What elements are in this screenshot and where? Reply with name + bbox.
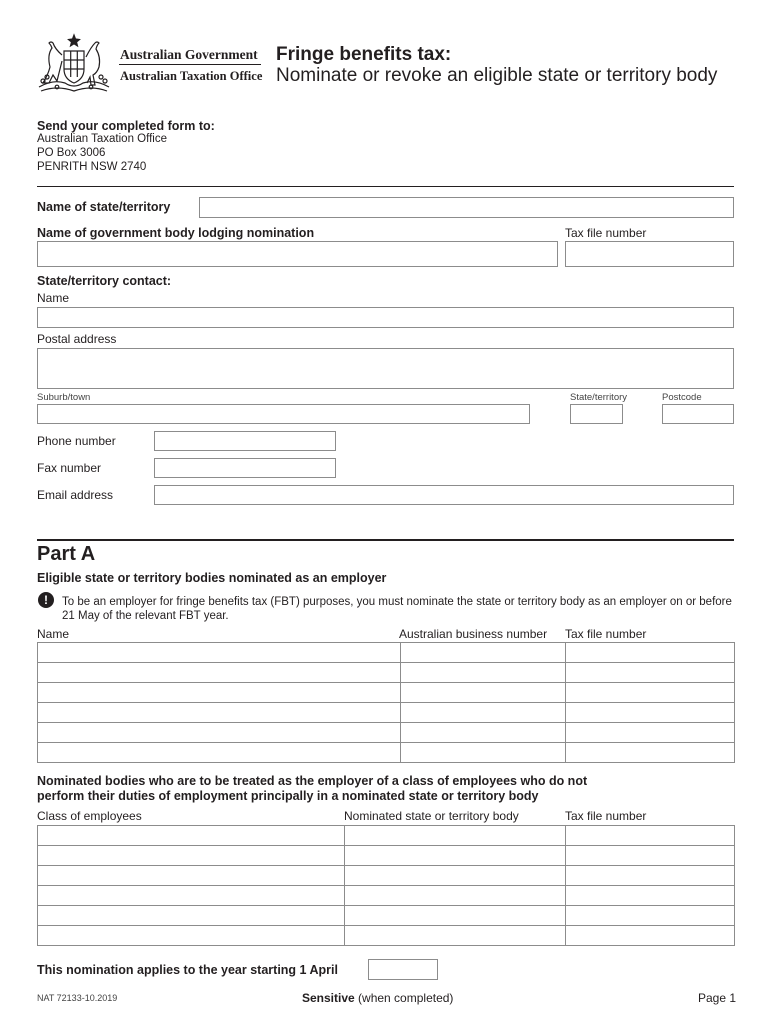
table-row: [38, 683, 735, 703]
postcode-input[interactable]: [662, 404, 734, 424]
col-nominated-header: Nominated state or territory body: [344, 809, 519, 823]
sensitive-notice: [302, 991, 453, 1005]
nominated-cell[interactable]: [345, 886, 566, 906]
contact-heading: State/territory contact:: [37, 274, 172, 288]
class-cell[interactable]: [38, 906, 345, 926]
abn-cell[interactable]: [401, 683, 566, 703]
table-row: [38, 703, 735, 723]
part-a-divider: [37, 539, 734, 541]
tfn-cell[interactable]: [566, 866, 735, 886]
table-row: [38, 886, 735, 906]
class-cell[interactable]: [38, 826, 345, 846]
phone-input[interactable]: [154, 431, 336, 451]
tfn-cell[interactable]: [566, 643, 735, 663]
class-cell[interactable]: [38, 846, 345, 866]
class-cell[interactable]: [38, 866, 345, 886]
warning-icon: !: [38, 592, 54, 608]
abn-cell[interactable]: [401, 723, 566, 743]
email-label: Email address: [37, 488, 114, 502]
state-label: State/territory: [570, 392, 628, 403]
agency-name: Australian Government: [120, 47, 258, 62]
abn-cell[interactable]: [401, 663, 566, 683]
part-a-heading: Part A: [37, 543, 96, 565]
tfn-cell[interactable]: [566, 846, 735, 866]
email-input[interactable]: [154, 485, 734, 505]
table-row: [38, 743, 735, 763]
tfn-cell[interactable]: [566, 703, 735, 723]
fax-input[interactable]: [154, 458, 336, 478]
table-row: [38, 723, 735, 743]
tfn-cell[interactable]: [566, 886, 735, 906]
table-row: [38, 826, 735, 846]
table-row: [38, 643, 735, 663]
tfn-cell[interactable]: [566, 683, 735, 703]
form-code: NAT 72133-10.2019: [37, 993, 118, 1003]
send-to-line1: Australian Taxation Office: [37, 133, 167, 145]
suburb-input[interactable]: [37, 404, 530, 424]
form-subtitle: Nominate or revoke an eligible state or territory body: [276, 65, 718, 86]
header-divider: [119, 64, 261, 65]
name-cell[interactable]: [38, 643, 401, 663]
table-row: [38, 906, 735, 926]
col-tfn2-header: Tax file number: [565, 809, 647, 823]
part-a-subheading: Eligible state or territory bodies nominated as an employer: [37, 571, 387, 585]
table-row: [38, 663, 735, 683]
gov-body-tfn-input[interactable]: [565, 241, 734, 267]
class-employees-table: [37, 825, 735, 946]
tfn-label: Tax file number: [565, 226, 647, 240]
employer-table: [37, 642, 735, 763]
year-input[interactable]: [368, 959, 438, 980]
send-to-line2: PO Box 3006: [37, 147, 106, 159]
section2-heading-line1: Nominated bodies who are to be treated as the employer of a class of employees who do not: [37, 774, 588, 788]
nominated-cell[interactable]: [345, 906, 566, 926]
tfn-cell[interactable]: [566, 663, 735, 683]
gov-body-label: Name of government body lodging nomination: [37, 226, 315, 240]
col-class-header: Class of employees: [37, 809, 142, 823]
postcode-label: Postcode: [662, 392, 702, 403]
name-cell[interactable]: [38, 683, 401, 703]
nominated-cell[interactable]: [345, 926, 566, 946]
contact-name-input[interactable]: [37, 307, 734, 328]
page-number: Page 1: [698, 991, 737, 1005]
tfn-cell[interactable]: [566, 723, 735, 743]
abn-cell[interactable]: [401, 703, 566, 723]
tfn-cell[interactable]: [566, 926, 735, 946]
table-row: [38, 866, 735, 886]
class-cell[interactable]: [38, 926, 345, 946]
postal-address-input[interactable]: [37, 348, 734, 389]
name-cell[interactable]: [38, 743, 401, 763]
table-row: [38, 926, 735, 946]
tfn-cell[interactable]: [566, 906, 735, 926]
postal-address-label: Postal address: [37, 332, 117, 346]
year-label: This nomination applies to the year starting 1 April: [37, 963, 338, 977]
coat-of-arms-logo: [33, 33, 115, 95]
contact-name-label: Name: [37, 291, 70, 305]
phone-label: Phone number: [37, 434, 116, 448]
sensitive-label: Sensitive: [302, 991, 355, 1005]
col-tfn-header: Tax file number: [565, 627, 647, 641]
state-name-label: Name of state/territory: [37, 200, 171, 214]
agency-office-name: Australian Taxation Office: [120, 69, 263, 83]
tfn-cell[interactable]: [566, 826, 735, 846]
abn-cell[interactable]: [401, 643, 566, 663]
class-cell[interactable]: [38, 886, 345, 906]
sensitive-suffix: (when completed): [354, 991, 454, 1005]
name-cell[interactable]: [38, 663, 401, 683]
table-row: [38, 846, 735, 866]
nominated-cell[interactable]: [345, 846, 566, 866]
col-name-header: Name: [37, 627, 70, 641]
section-divider: [37, 186, 734, 187]
suburb-label: Suburb/town: [37, 392, 91, 403]
nomination-note: To be an employer for fringe benefits tax (FBT) purposes, you must nominate the state or territory body as an employer on or before 21 May of the relevant FBT year.: [62, 596, 732, 622]
abn-cell[interactable]: [401, 743, 566, 763]
state-name-input[interactable]: [199, 197, 734, 218]
gov-body-input[interactable]: [37, 241, 558, 267]
tfn-cell[interactable]: [566, 743, 735, 763]
name-cell[interactable]: [38, 703, 401, 723]
fax-label: Fax number: [37, 461, 102, 475]
col-abn-header: Australian business number: [399, 627, 548, 641]
form-title: Fringe benefits tax:: [276, 44, 452, 65]
send-to-line3: PENRITH NSW 2740: [37, 161, 147, 173]
name-cell[interactable]: [38, 723, 401, 743]
section2-heading-line2: perform their duties of employment principally in a nominated state or territory body: [37, 789, 539, 803]
nominated-cell[interactable]: [345, 826, 566, 846]
state-input[interactable]: [570, 404, 623, 424]
send-to-heading: Send your completed form to:: [37, 119, 215, 133]
nominated-cell[interactable]: [345, 866, 566, 886]
